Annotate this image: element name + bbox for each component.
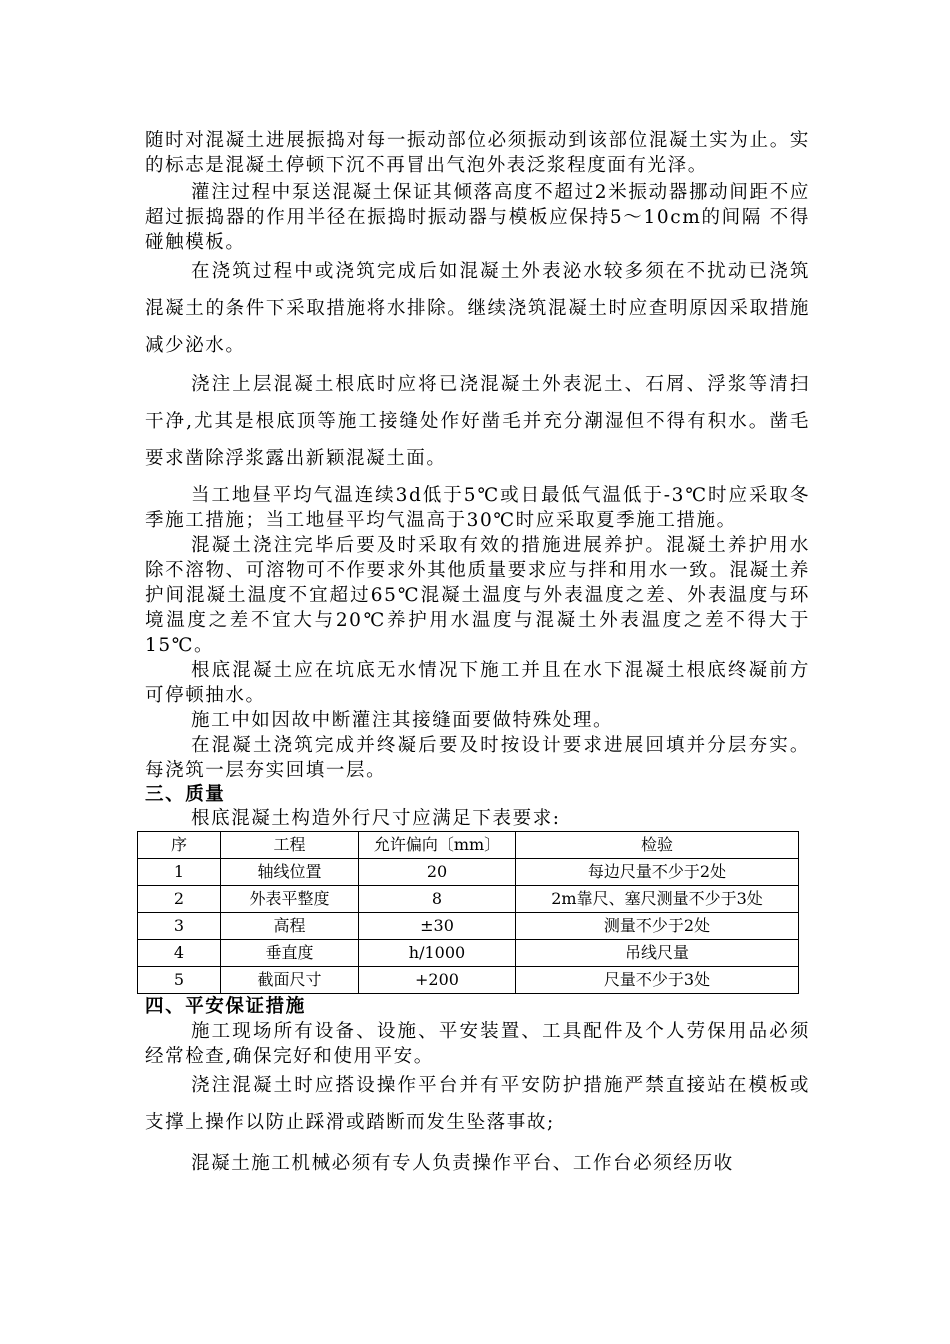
table-cell: 8 (359, 886, 516, 913)
paragraph-upper-layer: 浇注上层混凝土根底时应将已浇混凝土外表泥土、石屑、浮浆等清扫干净,尤其是根底顶等施工接缝处作好凿毛并充分潮湿但不得有积水。凿毛要求凿除浮浆露出新颖混凝土面。 (145, 374, 810, 469)
table-header-row (138, 832, 799, 859)
table-header-cell: 工程 (221, 832, 359, 859)
paragraph-bleeding-water: 在浇筑过程中或浇筑完成后如混凝土外表泌水较多须在不扰动已浇筑混凝土的条件下采取措施将水排除。继续浇筑混凝土时应查明原因采取措施减少泌水。 (145, 261, 810, 356)
table-cell: 高程 (221, 913, 359, 940)
paragraph-joints: 施工中如因故中断灌注其接缝面要做特殊处理。 (191, 710, 614, 731)
paragraph-equipment-check: 施工现场所有设备、设施、平安装置、工具配件及个人劳保用品必须经常检查,确保完好和使用平安。 (145, 1021, 810, 1067)
table-row (138, 886, 799, 913)
table-header-cell: 检验 (516, 832, 799, 859)
table-header-cell: 序 (138, 832, 221, 859)
table-row (138, 913, 799, 940)
paragraph-pumping: 根底混凝土应在坑底无水情况下施工并且在水下混凝土根底终凝前方可停顿抽水。 (145, 660, 810, 706)
table-cell: 吊线尺量 (516, 940, 799, 967)
table-row (138, 967, 799, 994)
table-cell: 轴线位置 (221, 859, 359, 886)
table-cell: +200 (359, 967, 516, 994)
section-heading-safety: 四、平安保证措施 (145, 996, 306, 1017)
paragraph-vibration: 随时对混凝土进展振捣对每一振动部位必须振动到该部位混凝土实为止。实的标志是混凝土停顿下沉不再冒出气泡外表泛浆程度面有光泽。 (145, 130, 810, 176)
table-cell: 外表平整度 (221, 886, 359, 913)
section-heading-quality: 三、质量 (145, 784, 226, 805)
table-cell: 垂直度 (221, 940, 359, 967)
paragraph-machinery: 混凝土施工机械必须有专人负责操作平台、工作台必须经历收 (191, 1153, 734, 1174)
tolerance-table (137, 831, 799, 994)
table-cell: 2 (138, 886, 221, 913)
paragraph-platform: 浇注混凝土时应搭设操作平台并有平安防护措施严禁直接站在模板或支撑上操作以防止踩滑或踏断而发生坠落事故; (145, 1075, 810, 1133)
paragraph-backfill: 在混凝土浇筑完成并终凝后要及时按设计要求进展回填并分层夯实。每浇筑一层夯实回填一层。 (145, 735, 810, 781)
table-header-cell: 允许偏向〔mm〕 (359, 832, 516, 859)
table-intro: 根底混凝土构造外行尺寸应满足下表要求: (191, 808, 561, 829)
table-cell: h/1000 (359, 940, 516, 967)
paragraph-temperature: 当工地昼平均气温连续3d低于5℃或日最低气温低于-3℃时应采取冬季施工措施；当工地昼平均气温高于30℃时应采取夏季施工措施。 (145, 485, 810, 531)
table-cell: 测量不少于2处 (516, 913, 799, 940)
document-page (145, 120, 810, 1182)
paragraph-pouring: 灌注过程中泵送混凝土保证其倾落高度不超过2米振动器挪动间距不应超过振捣器的作用半径在振捣时振动器与模板应保持5～10cm的间隔 不得碰触模板。 (145, 182, 810, 253)
table-cell: 20 (359, 859, 516, 886)
table-row (138, 940, 799, 967)
table-cell: 尺量不少于3处 (516, 967, 799, 994)
table-cell: 5 (138, 967, 221, 994)
table-cell: ±30 (359, 913, 516, 940)
table-cell: 3 (138, 913, 221, 940)
table-cell: 截面尺寸 (221, 967, 359, 994)
table-cell: 1 (138, 859, 221, 886)
table-row (138, 859, 799, 886)
paragraph-curing: 混凝土浇注完毕后要及时采取有效的措施进展养护。混凝土养护用水除不溶物、可溶物可不作要求外其他质量要求应与拌和用水一致。混凝土养护间混凝土温度不宜超过65℃混凝土温度与外表温度之差、外表温度与环境温度之差不宜大与20℃养护用水温度与混凝土外表温度之差不得大于15℃。 (145, 535, 810, 656)
table-cell: 4 (138, 940, 221, 967)
table-cell: 2m靠尺、塞尺测量不少于3处 (516, 886, 799, 913)
table-cell: 每边尺量不少于2处 (516, 859, 799, 886)
